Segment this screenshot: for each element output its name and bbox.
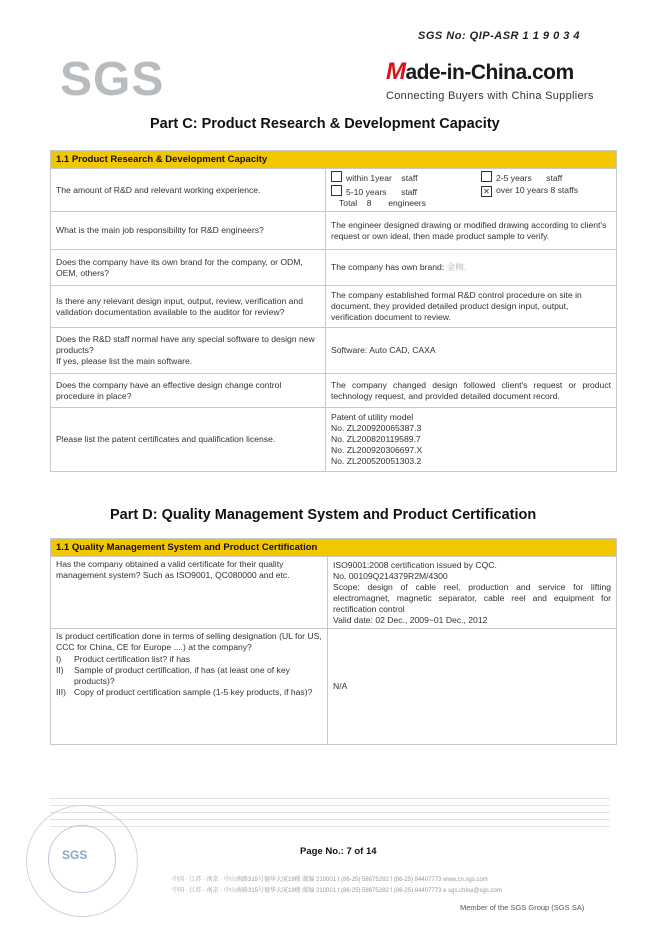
- question-cell: The amount of R&D and relevant working experience.: [51, 169, 326, 212]
- patent-line: Patent of utility model: [331, 412, 414, 422]
- list-item: I) Product certification list? if has: [56, 654, 191, 664]
- mic-logo-mark: M: [386, 58, 406, 85]
- mic-logo-text: ade-in-China.com: [405, 61, 574, 84]
- list-item: II) Sample of product certification, if has (at least one of key products)?: [56, 665, 290, 686]
- total-engineers: Total 8 engineers: [339, 198, 426, 208]
- address-line: 中国 · 江苏 · 南京 · 中山南路315号德华大厦19楼 邮编 210001 t (86-25) 58675282 f (86-25) 84407773 e sgs.china@sgs.com: [172, 888, 502, 894]
- answer-cell: The company has own brand: 金帅.: [326, 250, 617, 286]
- question-cell: What is the main job responsibility for R&D engineers?: [51, 212, 326, 250]
- address-line: 中国 · 江苏 · 南京 · 中山南路315号德华大厦19楼 邮编 210001 t (86-25) 58675282 f (86-25) 84407773 www.cn.sgs.com: [172, 877, 488, 883]
- cert-line: ISO9001:2008 certification issued by CQC.: [333, 559, 497, 570]
- checkbox-icon: [481, 171, 492, 182]
- qms-table: [50, 538, 617, 745]
- answer-cell: N/A: [328, 629, 617, 745]
- question-cell: Has the company obtained a valid certificate for their quality management system? Such as ISO9001, QC080000 and etc.: [51, 557, 328, 629]
- part-c-title: Part C: Product Research & Development Capacity: [150, 116, 500, 132]
- checkbox-icon: [331, 171, 342, 182]
- option-over-10-years: ✕ over 10 years 8 staffs: [481, 185, 611, 198]
- question-cell: Please list the patent certificates and qualification license.: [51, 408, 326, 472]
- cert-line: No. 00109Q214379R2M/4300: [333, 570, 448, 581]
- option-within-1year: within 1year staff: [331, 171, 481, 184]
- page-number: Page No.: 7 of 14: [300, 846, 377, 857]
- patent-line: No. ZL200920065387.3: [331, 423, 422, 433]
- certificate-details: [328, 557, 617, 629]
- terms-fineprint: [50, 798, 610, 833]
- report-number: SGS No: QIP-ASR 1 1 9 0 3 4: [418, 30, 581, 42]
- cert-line: Valid date: 02 Dec., 2009~01 Dec., 2012: [333, 614, 488, 625]
- question-cell: Does the company have an effective design change control procedure in place?: [51, 374, 326, 408]
- part-d-title: Part D: Quality Management System and Product Certification: [110, 507, 537, 523]
- section-header: 1.1 Product Research & Development Capacity: [51, 151, 617, 169]
- question-cell: Is product certification done in terms of selling designation (UL for US, CCC for China, CE for Europe ....) at the company? I) Product certification list? if has II) Sample of product certification, if has (at least one of key products)? III) Copy of product certification sample (1-5 key products, if has)?: [51, 629, 328, 745]
- rd-capacity-table: [50, 150, 617, 472]
- made-in-china-logo: [386, 58, 574, 86]
- mic-tagline: Connecting Buyers with China Suppliers: [386, 90, 594, 102]
- experience-answer: [326, 169, 617, 212]
- patent-line: No. ZL200820119589.7: [331, 434, 421, 444]
- section-header: 1.1 Quality Management System and Product Certification: [51, 539, 617, 557]
- option-2-5-years: 2-5 years staff: [481, 171, 611, 184]
- brand-mark: 金帅.: [446, 262, 467, 272]
- question-cell: Is there any relevant design input, output, review, verification and validation documentation available to the auditor for review?: [51, 286, 326, 328]
- patent-line: No. ZL200920306697.X: [331, 445, 423, 455]
- sgs-seal: SGS: [62, 848, 88, 862]
- answer-cell: Software: Auto CAD, CAXA: [326, 328, 617, 374]
- list-item: III) Copy of product certification sample (1-5 key products, if has)?: [56, 687, 313, 697]
- patent-line: No. ZL200520051303.2: [331, 456, 422, 466]
- patent-list: [326, 408, 617, 472]
- cert-line: Scope: design of cable reel, production and service for lifting electromagnet, magnetic separator, cable reel and equipment for rectification control: [333, 581, 611, 614]
- question-cell: Does the R&D staff normal have any special software to design new products? If yes, please list the main software.: [51, 328, 326, 374]
- answer-cell: The company established formal R&D control procedure on site in document, they provided detailed product design input, output, verification document to review.: [326, 286, 617, 328]
- question-cell: Does the company have its own brand for the company, or ODM, OEM, others?: [51, 250, 326, 286]
- member-note: Member of the SGS Group (SGS SA): [460, 903, 585, 912]
- checkbox-icon: [331, 185, 342, 196]
- answer-cell: The engineer designed drawing or modified drawing according to client's request or own ideal, then made product sample to verify.: [326, 212, 617, 250]
- option-5-10-years: 5-10 years staff: [331, 185, 481, 198]
- checked-box-icon: ✕: [481, 186, 492, 197]
- sgs-logo: SGS: [60, 53, 165, 106]
- answer-cell: The company changed design followed client's request or product technology request, and provided detailed document record.: [326, 374, 617, 408]
